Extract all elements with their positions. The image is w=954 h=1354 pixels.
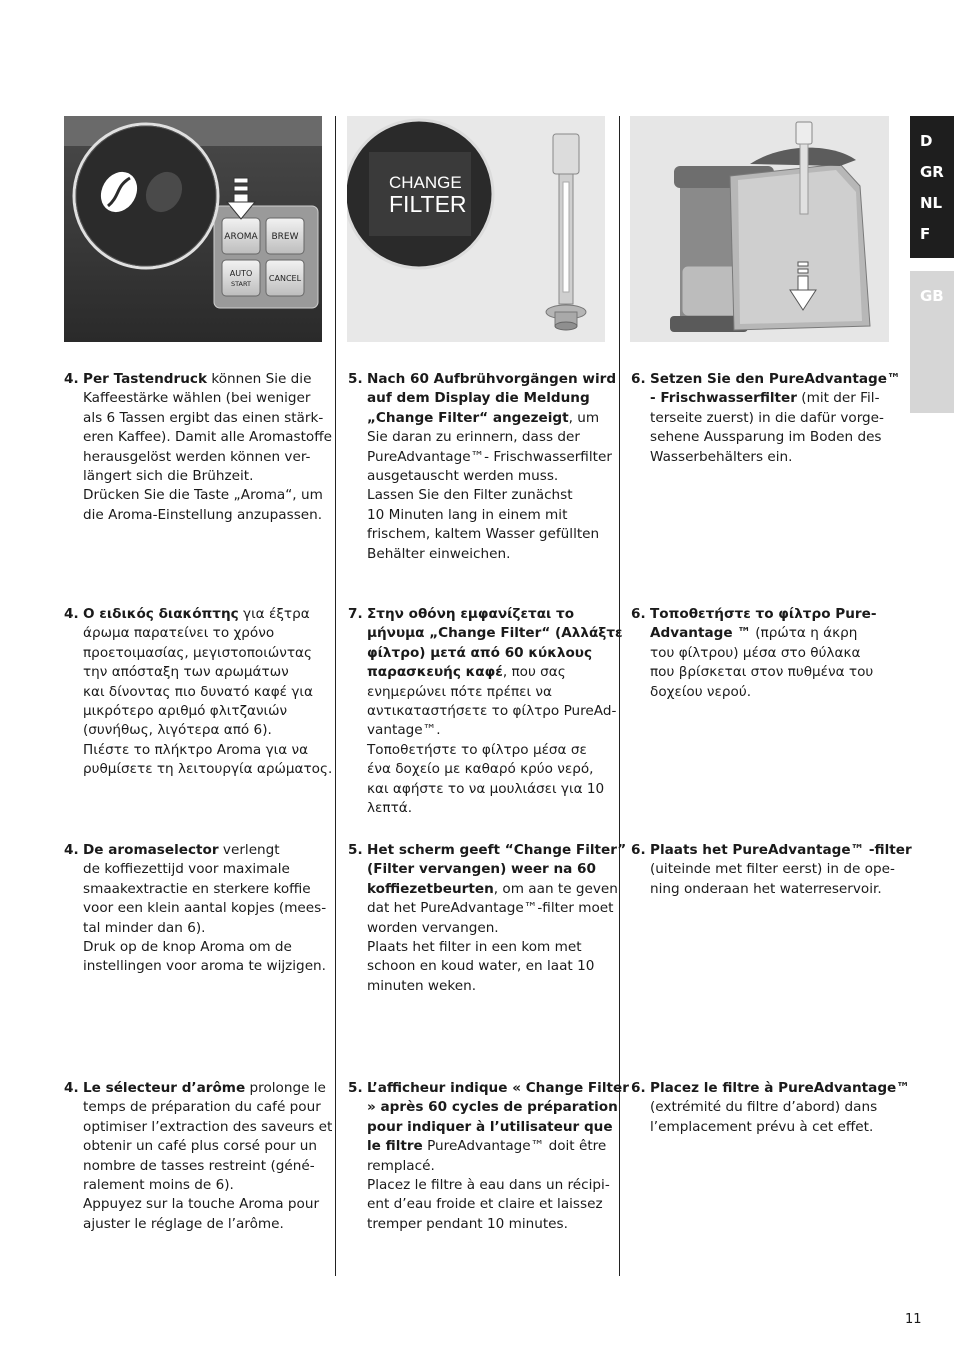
text-line: obtenir un café plus corsé pour un — [83, 1138, 318, 1155]
text-line: smaakextractie en sterkere koffie — [83, 880, 311, 897]
bold-text: Τοποθετήστε το φίλτρο Pure- — [650, 606, 877, 622]
figure-water-reservoir — [630, 116, 889, 342]
text-line: ausgetauscht werden muss. — [367, 468, 559, 485]
bold-text: Plaats het PureAdvantage™ -filter — [650, 842, 912, 858]
step-text — [367, 605, 623, 818]
text-line: Ο ειδικός διακόπτης για έξτρα — [83, 606, 310, 622]
bold-text: Placez le filtre à PureAdvantage™ — [650, 1080, 910, 1096]
text-line: Sie daran zu erinnern, dass der — [367, 429, 580, 446]
text-line: De aromaselector verlengt — [83, 842, 280, 858]
text-line — [367, 1118, 629, 1137]
cancel-button-label: CANCEL — [268, 274, 302, 283]
step-text — [83, 370, 332, 525]
step-number: 6. — [631, 1080, 646, 1096]
text-line: που βρίσκεται στον πυθμένα του — [650, 664, 874, 681]
bold-text: koffiezetbeurten — [367, 880, 494, 897]
text-line: Placez le filtre à eau dans un récipi- — [367, 1177, 610, 1194]
text-line: Appuyez sur la touche Aroma pour — [83, 1196, 320, 1213]
bold-text: Ο ειδικός διακόπτης — [83, 606, 239, 622]
text-line: PureAdvantage™- Frischwasserfilter — [367, 448, 612, 465]
text-line — [650, 1079, 910, 1098]
bold-text: „Change Filter“ angezeigt — [367, 409, 569, 426]
text-line: l’emplacement prévu à cet effet. — [650, 1118, 874, 1135]
text-line — [650, 605, 877, 624]
display-change-text: CHANGE — [389, 173, 462, 192]
text-line: tal minder dan 6). — [83, 919, 206, 936]
text-line: ένα δοχείο με καθαρό κρύο νερό, — [367, 761, 594, 778]
text-line: dat het PureAdvantage™-filter moet — [367, 900, 614, 917]
step-number: 7. — [348, 606, 363, 622]
step-text — [650, 605, 877, 702]
text-line: voor een klein aantal kopjes (mees- — [83, 900, 327, 917]
text-line: παρασκευής καφέ, που σας — [367, 664, 566, 681]
bold-text: Advantage ™ — [650, 625, 751, 642]
text-line: längert sich die Brühzeit. — [83, 468, 254, 485]
text-line: (uiteinde met filter eerst) in de ope- — [650, 861, 895, 878]
bold-text: De aromaselector — [83, 842, 219, 858]
step-number: 5. — [348, 842, 363, 858]
step-text — [83, 1079, 332, 1234]
text-line: tremper pendant 10 minutes. — [367, 1215, 568, 1232]
text-line: Τοποθετήστε το φίλτρο μέσα σε — [367, 741, 587, 758]
text-line — [367, 624, 623, 643]
text-line: temps de préparation du café pour — [83, 1099, 321, 1116]
step-text — [83, 841, 326, 977]
step-text — [367, 1079, 629, 1234]
step-number: 4. — [64, 842, 79, 858]
text-line — [367, 370, 616, 389]
page-number: 11 — [905, 1312, 922, 1327]
text-line: „Change Filter“ angezeigt, um — [367, 409, 600, 426]
text-line: die Aroma-Einstellung anzupassen. — [83, 506, 323, 523]
step-number: 5. — [348, 1080, 363, 1096]
figure-aroma-button — [64, 116, 322, 342]
text-line: Behälter einweichen. — [367, 545, 511, 562]
text-line: ρυθμίσετε τη λειτουργία αρώματος. — [83, 761, 333, 778]
text-line: αντικαταστήσετε το φίλτρο PureAd- — [367, 703, 617, 720]
text-line: την απόσταξη των αρωμάτων — [83, 664, 289, 681]
text-line: remplacé. — [367, 1157, 435, 1174]
text-line: (συνήθως, λιγότερα από 6). — [83, 722, 272, 739]
text-line: του φίλτρου) μέσα στο θύλακα — [650, 644, 861, 661]
text-line: Πιέστε το πλήκτρο Aroma για να — [83, 741, 309, 758]
brew-button-label: BREW — [271, 232, 299, 242]
step-text — [367, 841, 626, 996]
change-filter-illustration — [347, 116, 605, 342]
text-line: ent d’eau froide et claire et laissez — [367, 1196, 603, 1213]
text-line: Lassen Sie den Filter zunächst — [367, 487, 573, 504]
step-number: 4. — [64, 1080, 79, 1096]
coffee-machine-illustration — [630, 116, 889, 342]
text-line: ajuster le réglage de l’arôme. — [83, 1215, 284, 1232]
step-text — [83, 605, 332, 780]
step-number: 4. — [64, 371, 79, 387]
text-line: worden vervangen. — [367, 919, 499, 936]
text-line: instellingen voor aroma te wijzigen. — [83, 958, 326, 975]
text-line: vantage™. — [367, 722, 441, 739]
lang-nl: NL — [920, 194, 943, 212]
bold-text: φίλτρο) μετά από 60 κύκλους — [367, 644, 593, 661]
text-line: de koffiezettijd voor maximale — [83, 861, 290, 878]
text-line: optimiser l’extraction des saveurs et — [83, 1118, 333, 1135]
display-filter-text: FILTER — [389, 191, 467, 217]
language-tabs-active — [910, 116, 954, 258]
start-button-label: START — [230, 280, 252, 288]
text-line: eren Kaffee). Damit alle Aromastoffe — [83, 429, 332, 446]
text-line: nombre de tasses restreint (géné- — [83, 1157, 315, 1174]
bold-text: παρασκευής καφέ — [367, 664, 503, 681]
text-line: Per Tastendruck können Sie die — [83, 371, 312, 387]
step-text — [650, 1079, 910, 1137]
aroma-button-label: AROMA — [224, 232, 258, 242]
text-line: frischem, kaltem Wasser gefüllten — [367, 526, 600, 543]
text-line — [367, 644, 623, 663]
step-number: 5. — [348, 371, 363, 387]
text-line: Le sélecteur d’arôme prolonge le — [83, 1080, 326, 1096]
bold-text: Στην οθόνη εμφανίζεται το — [367, 606, 575, 622]
text-line — [367, 1079, 629, 1098]
text-line: προετοιμασίας, μεγιστοποιώντας — [83, 644, 312, 661]
bold-text: Setzen Sie den PureAdvantage™ — [650, 371, 901, 387]
step-number: 6. — [631, 606, 646, 622]
text-line: Advantage ™ (πρώτα η άκρη — [650, 625, 858, 642]
text-line: και αφήστε το να μουλιάσει για 10 — [367, 780, 605, 797]
bold-text: pour indiquer à l’utilisateur que — [367, 1118, 613, 1135]
text-line: sehene Aussparung im Boden des — [650, 429, 882, 446]
bold-text: μήνυμα „Change Filter“ (Αλλάξτε — [367, 625, 623, 642]
text-line: 10 Minuten lang in einem mit — [367, 506, 568, 523]
lang-d: D — [920, 132, 933, 150]
language-tab-gb — [910, 271, 954, 413]
text-line: le filtre PureAdvantage™ doit être — [367, 1138, 607, 1155]
step-number: 6. — [631, 842, 646, 858]
lang-gb: GB — [920, 287, 944, 305]
text-line: ning onderaan het waterreservoir. — [650, 880, 882, 897]
figure-change-filter — [347, 116, 605, 342]
text-line: μικρότερο αριθμό φλιτζανιών — [83, 703, 288, 720]
bold-text: Het scherm geeft “Change Filter” — [367, 842, 627, 858]
bold-text: (Filter vervangen) weer na 60 — [367, 861, 596, 878]
text-line — [367, 605, 623, 624]
lang-f: F — [920, 225, 931, 243]
column-divider-1 — [335, 116, 336, 1276]
text-line — [367, 860, 626, 879]
text-line — [367, 841, 626, 860]
text-line: Druk op de knop Aroma om de — [83, 939, 292, 956]
bold-text: Le sélecteur d’arôme — [83, 1080, 246, 1096]
step-text — [367, 370, 616, 564]
auto-button-label: AUTO — [229, 269, 253, 278]
text-line — [367, 389, 616, 408]
text-line: Plaats het filter in een kom met — [367, 939, 582, 956]
text-line: ενημερώνει πότε πρέπει να — [367, 683, 552, 700]
text-line: και δίνοντας πιο δυνατό καφέ για — [83, 683, 313, 700]
step-number: 4. — [64, 606, 79, 622]
bold-text: » après 60 cycles de préparation — [367, 1099, 618, 1116]
bold-text: L’afficheur indique « Change Filter — [367, 1080, 629, 1096]
text-line: herausgelöst werden können ver- — [83, 448, 311, 465]
text-line: Drücken Sie die Taste „Aroma“, um — [83, 487, 323, 504]
text-line — [650, 370, 901, 389]
bold-text: le filtre — [367, 1138, 423, 1155]
text-line: terseite zuerst) in die dafür vorge- — [650, 409, 884, 426]
text-line: (extrémité du filtre d’abord) dans — [650, 1099, 878, 1116]
bold-text: Per Tastendruck — [83, 371, 208, 387]
lang-gr: GR — [920, 163, 944, 181]
step-number: 6. — [631, 371, 646, 387]
text-line: minuten weken. — [367, 977, 477, 994]
step-text — [650, 841, 912, 899]
bold-text: Nach 60 Aufbrühvorgängen wird — [367, 371, 617, 387]
text-line: δοχείου νερού. — [650, 683, 752, 700]
text-line: Wasserbehälters ein. — [650, 448, 793, 465]
bold-text: - Frischwasserfilter — [650, 390, 797, 407]
text-line: άρωμα παρατείνει το χρόνο — [83, 625, 275, 642]
aroma-panel-illustration — [64, 116, 322, 342]
text-line: als 6 Tassen ergibt das einen stärk- — [83, 409, 324, 426]
text-line: schoon en koud water, en laat 10 — [367, 958, 595, 975]
text-line — [650, 841, 912, 860]
text-line: - Frischwasserfilter (mit der Fil- — [650, 390, 880, 407]
bold-text: auf dem Display die Meldung — [367, 390, 590, 407]
step-text — [650, 370, 901, 467]
text-line: Kaffeestärke wählen (bei weniger — [83, 390, 311, 407]
text-line: koffiezetbeurten, om aan te geven — [367, 880, 618, 897]
text-line: ralement moins de 6). — [83, 1177, 234, 1194]
text-line: λεπτά. — [367, 800, 413, 817]
text-line — [367, 1098, 629, 1117]
